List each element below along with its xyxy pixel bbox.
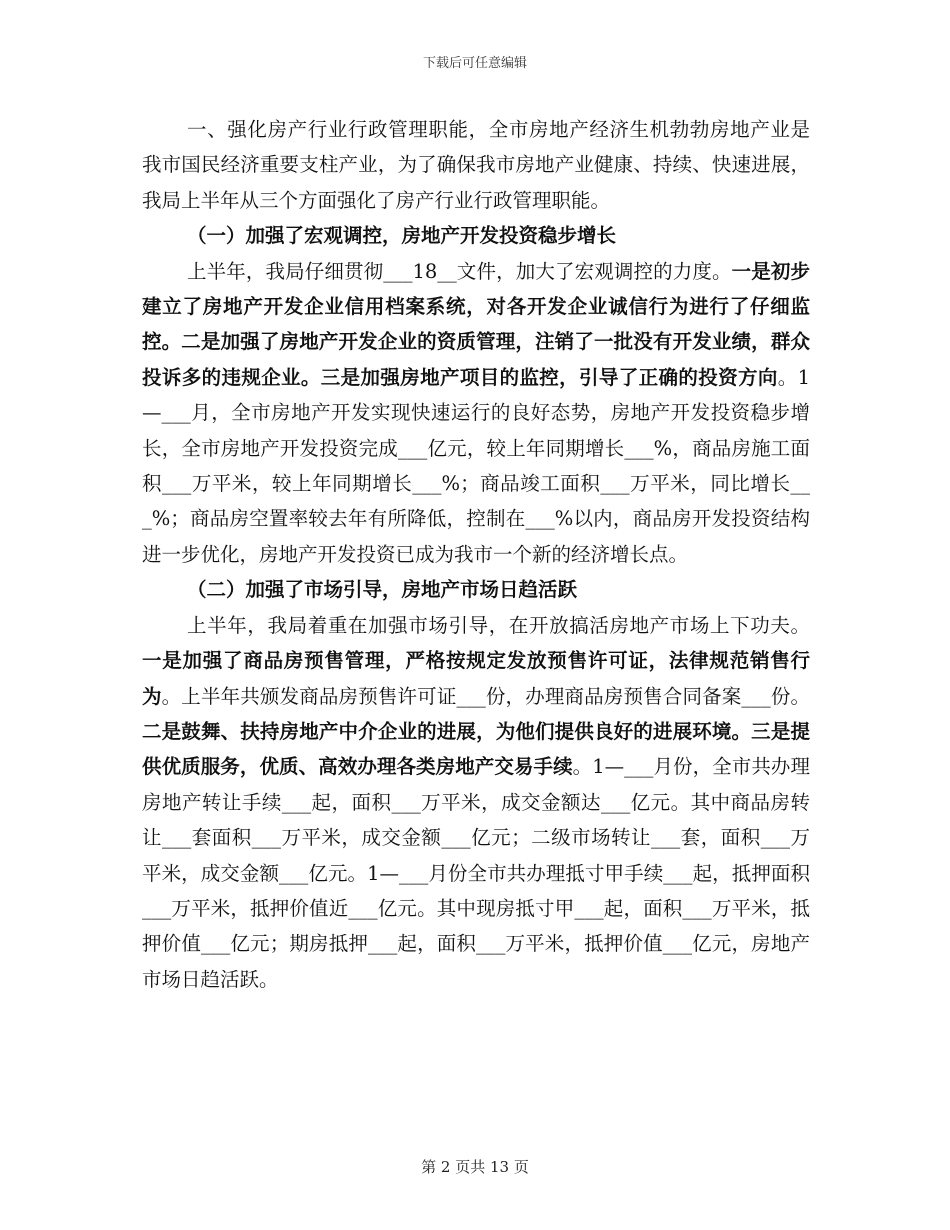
bold-text-run: 二是鼓舞、扶持房地产中介企业的进展，为他们提供良好的进展环境。三是提供优质服务，优质、高效办理各类房地产交易手续 bbox=[142, 719, 810, 779]
bold-text-run: 一是加强了商品房预售管理，严格按规定发放预售许可证，法律规范销售行为 bbox=[142, 649, 810, 708]
bold-text-run: 一是初步建立了房地产开发企业信用档案系统，对各开发企业诚信行为进行了仔细监控。二是加强了房地产开发企业的资质管理，注销了一批没有开发业绩，群众投诉多的违规企业。三是加强房地产项目的监控，引导了正确的投资方向 bbox=[142, 259, 810, 389]
document-body bbox=[142, 112, 810, 997]
bold-text-run: （一）加强了宏观调控，房地产开发投资稳步增长 bbox=[187, 224, 617, 248]
bold-text-run: （二）加强了市场引导，房地产市场日趋活跃 bbox=[187, 578, 578, 602]
body-paragraph bbox=[142, 254, 810, 573]
text-run: 。1—___月，全市房地产开发实现快速运行的良好态势，房地产开发投资稳步增长，全市房地产开发投资完成___亿元，较上年同期增长___%，商品房施工面积___万平米，较上年同期增长___%；商品竣工面积___万平米，同比增长___%；商品房空置率较去年有所降低，控制在___%以内，商品房开发投资结构进一步优化，房地产开发投资已成为我市一个新的经济增长点。 bbox=[142, 365, 810, 566]
body-paragraph bbox=[142, 112, 810, 218]
text-run: 上半年，我局着重在加强市场引导，在开放搞活房地产市场上下功夫。 bbox=[187, 613, 810, 637]
page-header: 下载后可任意编辑 bbox=[422, 56, 527, 71]
page-footer: 第 2 页共 13 页 bbox=[421, 1158, 529, 1176]
text-run: 。1—___月份，全市共办理房地产转让手续___起，面积___万平米，成交金额达___亿元。其中商品房转让___套面积___万平米，成交金额___亿元；二级市场转让___套，面积___万平米，成交金额___亿元。1—___月份全市共办理抵寸甲手续___起，抵押面积___万平米，抵押价值近___亿元。其中现房抵寸甲___起，面积___万平米，抵押价值___亿元；期房抵押___起，面积___万平米，抵押价值___亿元，房地产市场日趋活跃。 bbox=[142, 755, 810, 991]
text-run: 。上半年共颁发商品房预售许可证___份，办理商品房预售合同备案___份。 bbox=[161, 684, 810, 708]
body-paragraph bbox=[142, 608, 810, 997]
section-heading bbox=[142, 572, 810, 607]
text-run: 上半年，我局仔细贯彻___18__文件，加大了宏观调控的力度。 bbox=[187, 259, 732, 283]
text-run: 一、强化房产行业行政管理职能，全市房地产经济生机勃勃房地产业是我市国民经济重要支柱产业，为了确保我市房地产业健康、持续、快速进展，我局上半年从三个方面强化了房产行业行政管理职能。 bbox=[142, 118, 810, 212]
section-heading bbox=[142, 218, 810, 253]
